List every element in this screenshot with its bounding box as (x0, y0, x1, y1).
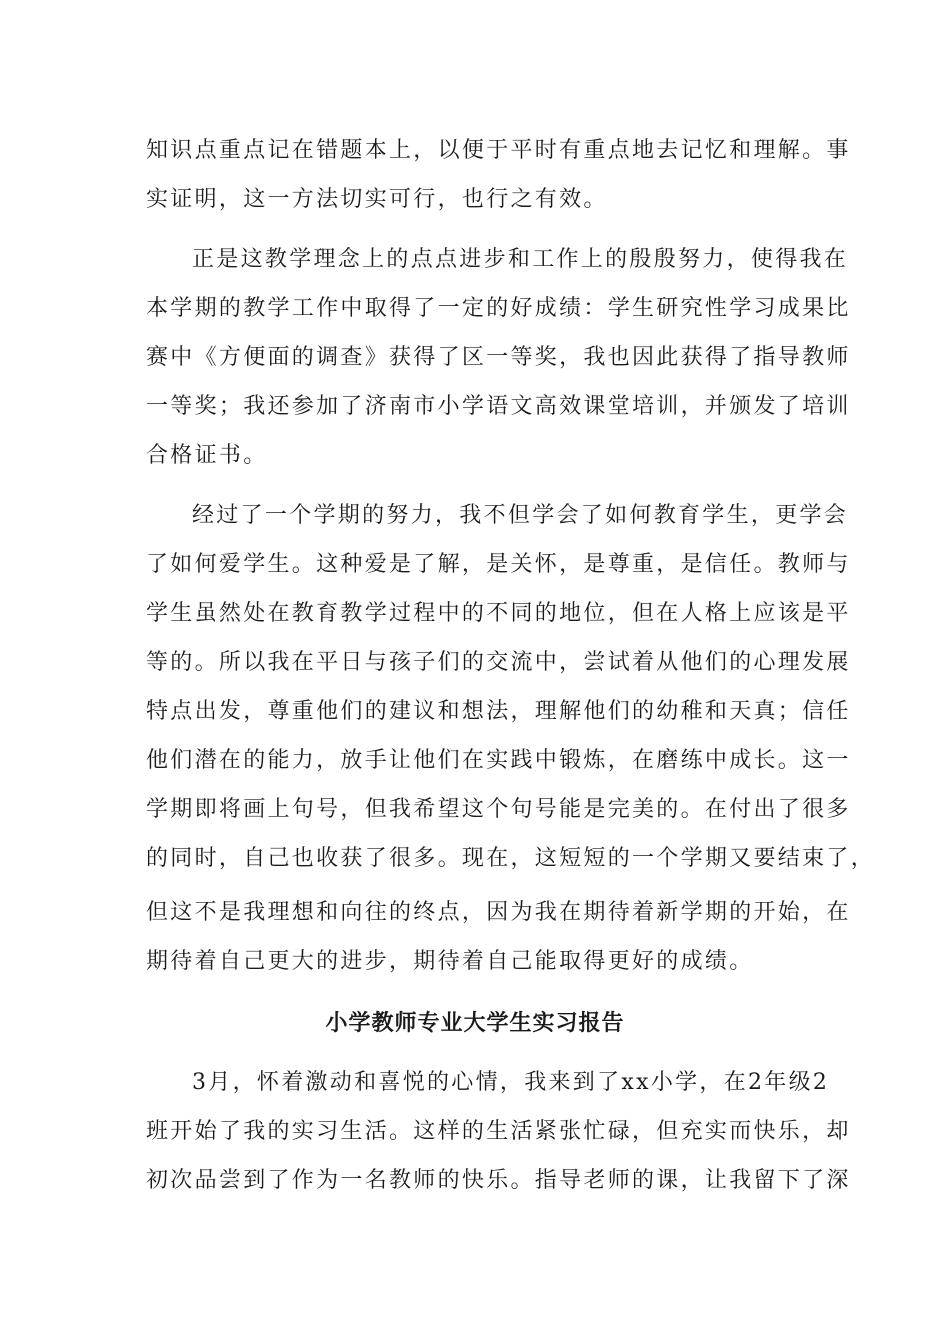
paragraph-line: 本学期的教学工作中取得了一定的好成绩：学生研究性学习成果比 (146, 296, 851, 321)
paragraph-line: 一等奖；我还参加了济南市小学语文高效课堂培训，并颁发了培训 (146, 394, 851, 419)
paragraph-line: 但这不是我理想和向往的终点，因为我在期待着新学期的开始，在 (146, 900, 851, 925)
paragraph-line: 学期即将画上句号，但我希望这个句号能是完美的。在付出了很多 (146, 797, 851, 822)
paragraph-line: 期待着自己更大的进步，期待着自己能取得更好的成绩。 (146, 949, 754, 974)
paragraph-line: 3月，怀着激动和喜悦的心情，我来到了xx小学，在2年级2 (192, 1070, 830, 1095)
paragraph-line: 正是这教学理念上的点点进步和工作上的殷殷努力，使得我在 (192, 247, 849, 272)
paragraph-line: 的同时，自己也收获了很多。现在，这短短的一个学期又要结束了， (146, 846, 876, 871)
paragraph-line: 初次品尝到了作为一名教师的快乐。指导老师的课，让我留下了深 (146, 1168, 851, 1193)
paragraph-line: 经过了一个学期的努力，我不但学会了如何教育学生，更学会 (192, 503, 849, 528)
paragraph-line: 赛中《方便面的调查》获得了区一等奖，我也因此获得了指导教师 (146, 345, 851, 370)
paragraph-line: 了如何爱学生。这种爱是了解，是关怀，是尊重，是信任。教师与 (146, 552, 851, 577)
paragraph-line: 班开始了我的实习生活。这样的生活紧张忙碌，但充实而快乐，却 (146, 1119, 851, 1144)
section-heading: 小学教师专业大学生实习报告 (325, 1011, 625, 1036)
paragraph-line: 学生虽然处在教育教学过程中的不同的地位，但在人格上应该是平 (146, 601, 851, 626)
paragraph-line: 特点出发，尊重他们的建议和想法，理解他们的幼稚和天真；信任 (146, 699, 851, 724)
paragraph-line: 等的。所以我在平日与孩子们的交流中，尝试着从他们的心理发展 (146, 650, 851, 675)
paragraph-line: 实证明，这一方法切实可行，也行之有效。 (146, 187, 608, 212)
paragraph-line: 他们潜在的能力，放手让他们在实践中锻炼，在磨练中成长。这一 (146, 748, 851, 773)
paragraph-line: 知识点重点记在错题本上，以便于平时有重点地去记忆和理解。事 (146, 138, 851, 163)
paragraph-line: 合格证书。 (146, 443, 268, 468)
